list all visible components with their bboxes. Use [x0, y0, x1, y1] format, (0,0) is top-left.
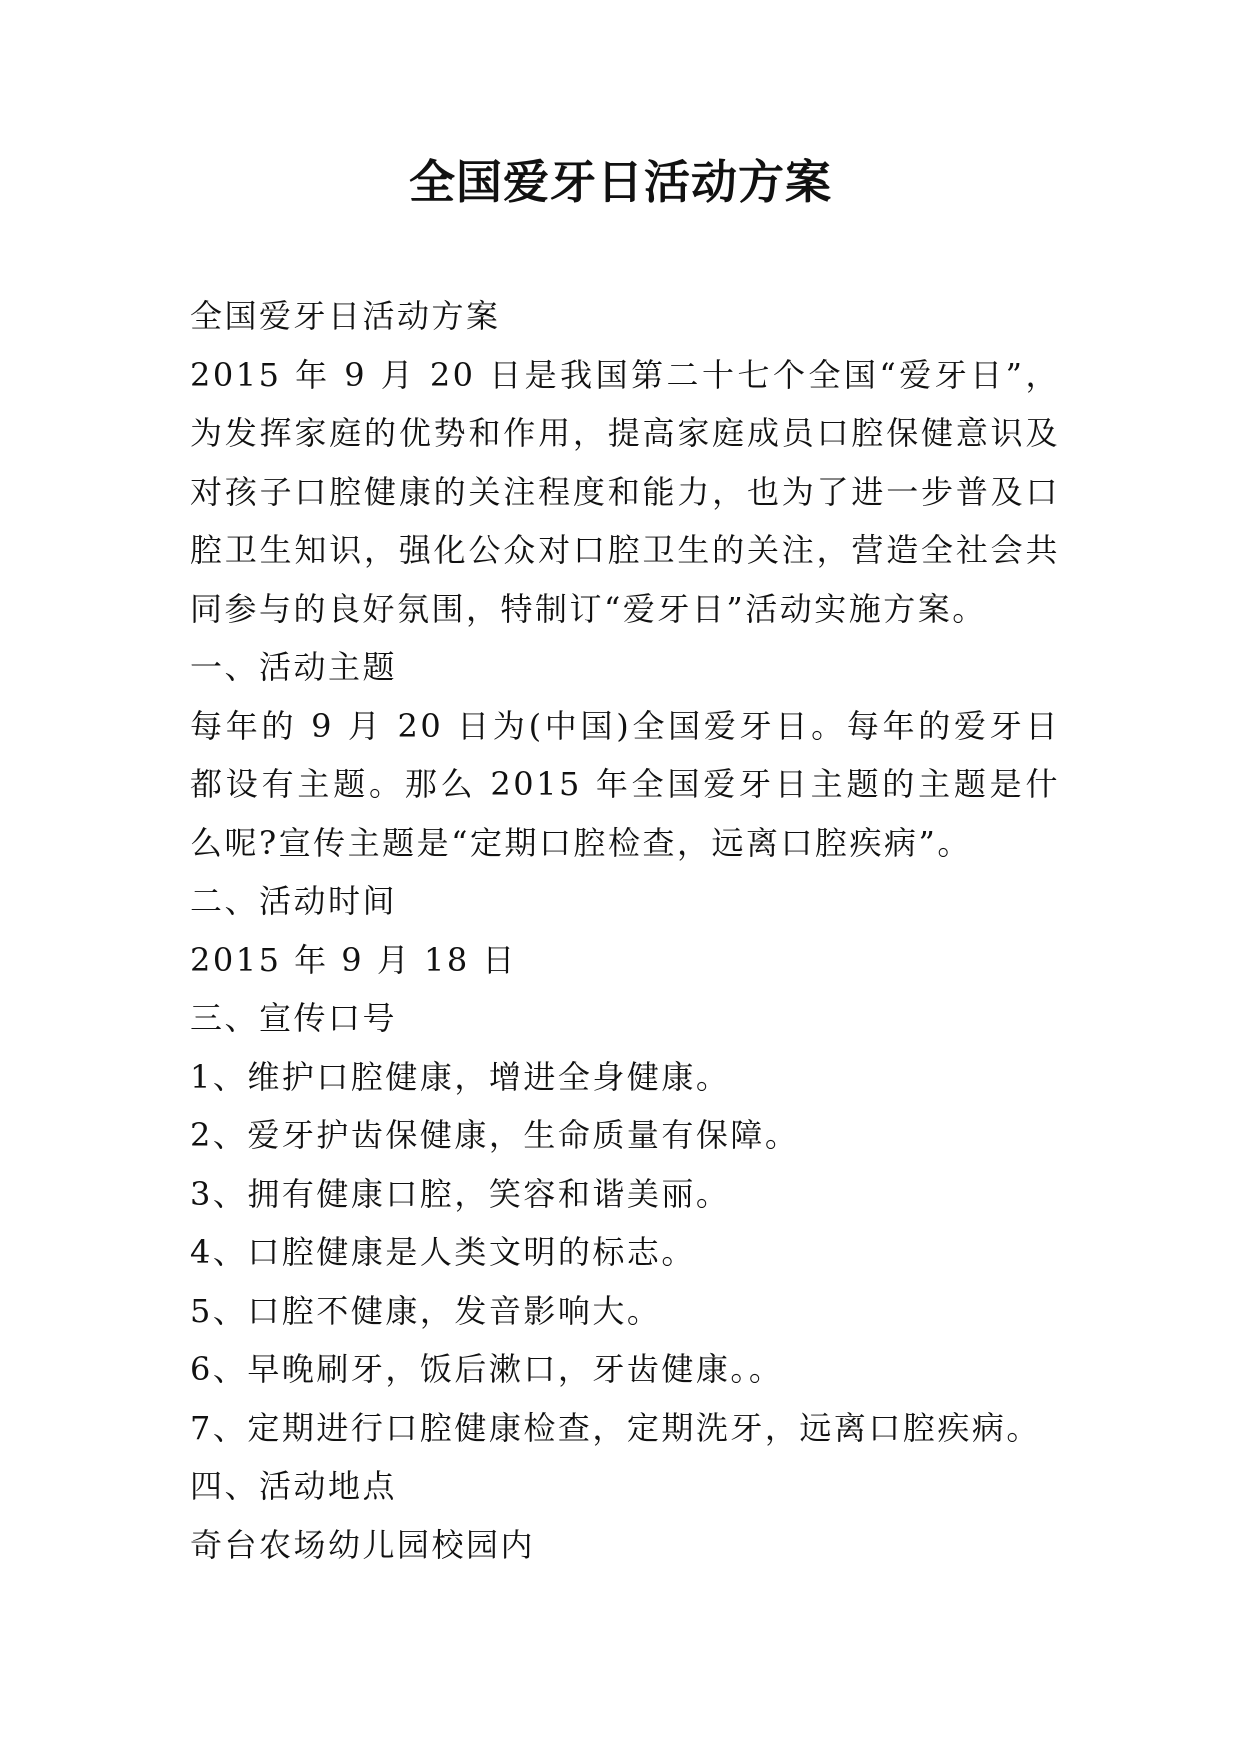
slogan-item-7: 7、定期进行口腔健康检查，定期洗牙，远离口腔疾病。 — [190, 1408, 1041, 1447]
paragraph-intro: 2015 年 9 月 20 日是我国第二十七个全国“爱牙日”，为发挥家庭的优势和作用，提高家庭成员口腔保健意识及对孩子口腔健康的关注程度和能力，也为了进一步普及口腔卫生知识，强化公众对口腔卫生的关注，营造全社会共同参与的良好氛围，特制订“爱牙日”活动实施方案。 — [190, 355, 1060, 628]
section-heading-slogans: 三、宣传口号 — [190, 999, 398, 1037]
paragraph-theme: 每年的 9 月 20 日为(中国)全国爱牙日。每年的爱牙日都设有主题。那么 2015 年全国爱牙日主题的主题是什么呢?宣传主题是“定期口腔检查，远离口腔疾病”。 — [190, 706, 1060, 862]
paragraph-location: 奇台农场幼儿园校园内 — [190, 1525, 536, 1564]
section-heading-theme: 一、活动主题 — [190, 648, 398, 686]
slogan-item-2: 2、爱牙护齿保健康，生命质量有保障。 — [190, 1116, 800, 1154]
slogan-item-4: 4、口腔健康是人类文明的标志。 — [190, 1233, 696, 1271]
paragraph-subtitle: 全国爱牙日活动方案 — [190, 297, 501, 335]
paragraph-time: 2015 年 9 月 18 日 — [190, 940, 517, 979]
slogan-item-5: 5、口腔不健康，发音影响大。 — [190, 1291, 662, 1330]
document-body — [190, 287, 1060, 1574]
slogan-item-6: 6、早晚刷牙，饭后漱口，牙齿健康。。 — [190, 1350, 784, 1388]
section-heading-location: 四、活动地点 — [190, 1467, 398, 1505]
slogan-item-1: 1、维护口腔健康，增进全身健康。 — [190, 1057, 731, 1096]
slogan-item-3: 3、拥有健康口腔，笑容和谐美丽。 — [190, 1174, 731, 1213]
document-title: 全国爱牙日活动方案 — [409, 155, 832, 209]
section-heading-time: 二、活动时间 — [190, 882, 398, 920]
